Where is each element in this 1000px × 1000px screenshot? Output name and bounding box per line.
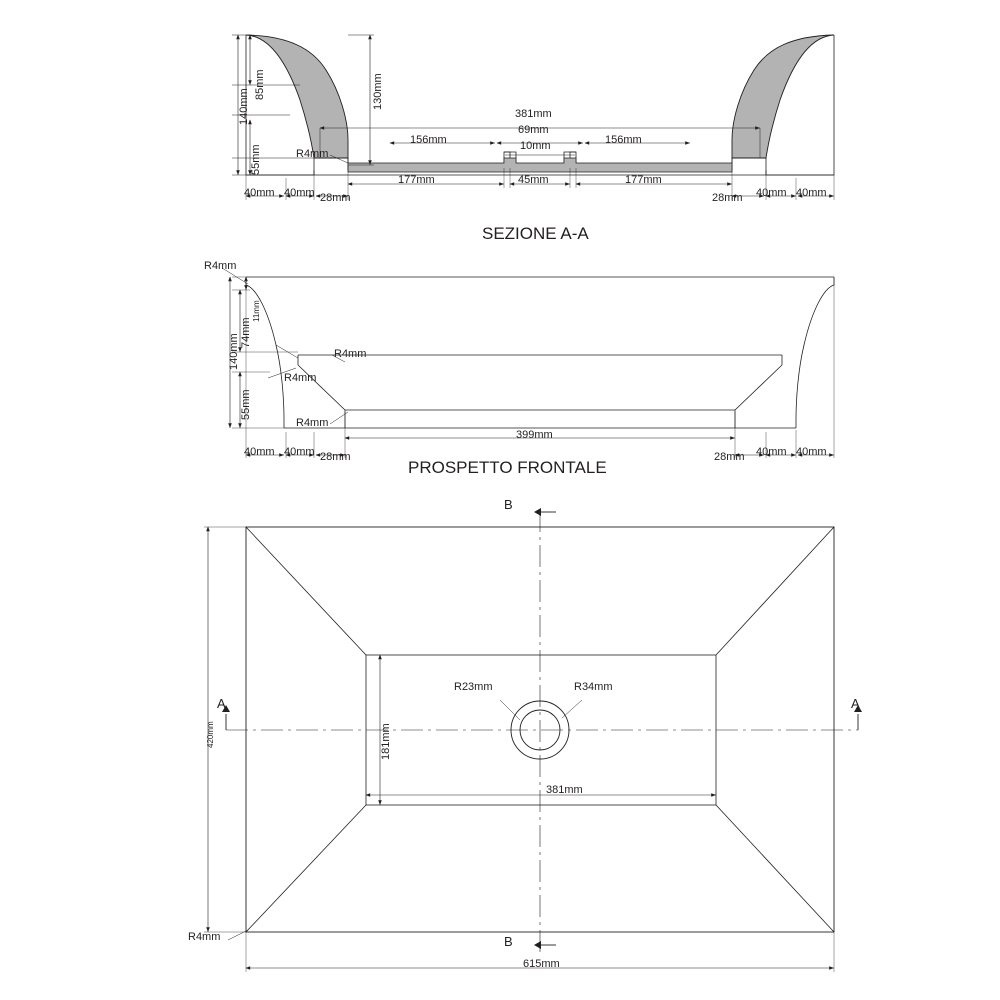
dim-sec-55: 55mm — [250, 144, 262, 175]
dim-sec-10: 10mm — [520, 140, 551, 152]
dim-pl-381: 381mm — [546, 784, 583, 796]
dim-sec-381: 381mm — [515, 108, 552, 120]
section-mark-b-top: B — [504, 497, 513, 512]
dim-sec-140: 140mm — [238, 88, 250, 125]
dim-sec-45: 45mm — [518, 174, 549, 186]
view-title-section: SEZIONE A-A — [482, 224, 589, 243]
dim-fr-28-right: 28mm — [714, 451, 745, 463]
dim-sec-40-b: 40mm — [284, 187, 315, 199]
section-mark-a-left: A — [217, 696, 226, 711]
dim-fr-r4-mid: R4mm — [334, 348, 367, 360]
dim-fr-r4-top: R4mm — [204, 260, 237, 272]
view-plan — [204, 508, 862, 972]
dim-sec-85: 85mm — [254, 69, 266, 100]
dim-pl-615: 615mm — [523, 958, 560, 970]
dim-pl-181: 181mm — [380, 723, 392, 760]
dim-pl-r23: R23mm — [454, 681, 493, 693]
section-mark-b-bottom: B — [504, 934, 513, 949]
dim-fr-399: 399mm — [516, 429, 553, 441]
dim-sec-r4-left: R4mm — [296, 148, 329, 160]
dim-fr-40-c: 40mm — [756, 446, 787, 458]
dim-sec-28-left: 28mm — [320, 192, 351, 204]
dim-sec-156-right: 156mm — [605, 134, 642, 146]
dim-sec-40-a: 40mm — [244, 187, 275, 199]
view-title-front: PROSPETTO FRONTALE — [408, 458, 607, 477]
dim-sec-177-left: 177mm — [398, 174, 435, 186]
dim-fr-r4-bottom: R4mm — [296, 417, 329, 429]
dim-pl-420: 420mm — [206, 721, 215, 748]
dim-pl-r34: R34mm — [574, 681, 613, 693]
dim-fr-11: 11mm — [252, 300, 261, 322]
section-mark-a-right: A — [851, 696, 860, 711]
dim-fr-40-a: 40mm — [244, 446, 275, 458]
dim-sec-156-left: 156mm — [410, 134, 447, 146]
dim-sec-130: 130mm — [372, 73, 384, 110]
dim-sec-40-d: 40mm — [796, 187, 827, 199]
dim-fr-r4-small: R4mm — [284, 372, 317, 384]
dim-fr-74: 74mm — [240, 317, 252, 348]
dim-sec-40-c: 40mm — [756, 187, 787, 199]
dim-fr-28-left: 28mm — [320, 451, 351, 463]
dim-fr-140: 140mm — [228, 333, 240, 370]
dim-sec-69: 69mm — [518, 124, 549, 136]
dim-fr-55: 55mm — [240, 389, 252, 420]
dim-sec-28-right: 28mm — [712, 192, 743, 204]
dim-sec-177-right: 177mm — [625, 174, 662, 186]
dim-fr-40-b: 40mm — [284, 446, 315, 458]
dim-pl-r4: R4mm — [188, 931, 221, 943]
dim-fr-40-d: 40mm — [796, 446, 827, 458]
